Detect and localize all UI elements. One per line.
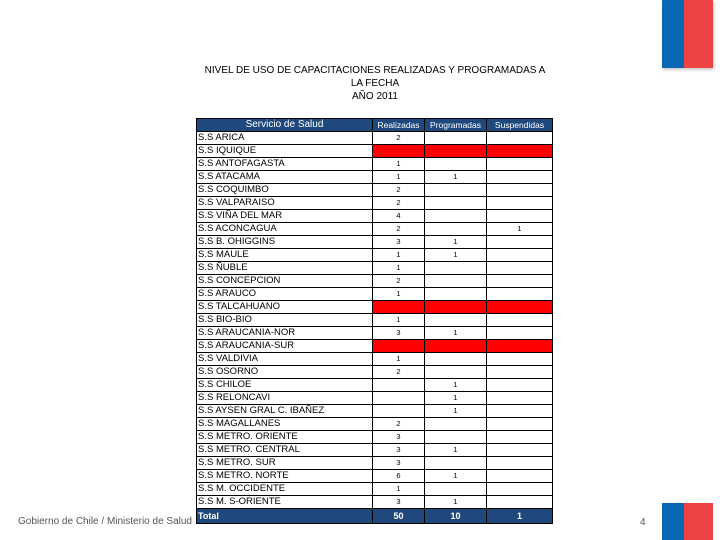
cell-programadas [425,288,487,301]
cell-realizadas: 1 [373,249,425,262]
cell-servicio: S.S CHILOE [197,379,373,392]
cell-servicio: S.S ARAUCO [197,288,373,301]
cell-servicio: S.S ARAUCANIA-NOR [197,327,373,340]
page-number: 4 [640,517,646,528]
table-row [197,314,553,327]
cell-programadas [425,418,487,431]
cell-programadas: 1 [425,392,487,405]
cell-servicio: S.S RELONCAVI [197,392,373,405]
cell-servicio: S.S VALPARAISO [197,197,373,210]
cell-programadas [425,223,487,236]
cell-realizadas [373,405,425,418]
total-programadas: 10 [425,509,487,524]
cell-realizadas: 1 [373,483,425,496]
table-row [197,249,553,262]
cell-suspendidas [487,314,553,327]
cell-servicio: S.S ARAUCANIA-SUR [197,340,373,353]
cell-realizadas [373,301,425,314]
cell-realizadas: 1 [373,171,425,184]
cell-suspendidas [487,132,553,145]
cell-programadas: 1 [425,496,487,509]
cell-suspendidas [487,457,553,470]
cell-suspendidas [487,158,553,171]
cell-suspendidas [487,340,553,353]
cell-realizadas: 1 [373,158,425,171]
cell-suspendidas [487,171,553,184]
cell-suspendidas [487,275,553,288]
chile-flag-logo-top [662,0,713,68]
cell-suspendidas [487,392,553,405]
title-line: LA FECHA [350,78,400,89]
title-line: NIVEL DE USO DE CAPACITACIONES REALIZADAS Y PROGRAMADAS A [204,65,546,76]
cell-realizadas: 3 [373,496,425,509]
cell-programadas [425,210,487,223]
cell-suspendidas [487,444,553,457]
cell-servicio: S.S M. OCCIDENTE [197,483,373,496]
cell-programadas [425,197,487,210]
cell-realizadas: 3 [373,457,425,470]
cell-programadas: 1 [425,171,487,184]
cell-programadas [425,314,487,327]
cell-realizadas: 2 [373,184,425,197]
cell-servicio: S.S ÑUBLE [197,262,373,275]
cell-programadas: 1 [425,249,487,262]
cell-suspendidas [487,249,553,262]
cell-suspendidas [487,431,553,444]
table-row [197,288,553,301]
cell-programadas: 1 [425,379,487,392]
cell-servicio: S.S VALDIVIA [197,353,373,366]
total-realizadas: 50 [373,509,425,524]
table-row [197,340,553,353]
cell-realizadas [373,379,425,392]
cell-suspendidas [487,210,553,223]
cell-realizadas: 1 [373,314,425,327]
cell-programadas [425,353,487,366]
cell-suspendidas [487,483,553,496]
cell-suspendidas [487,145,553,158]
table-row [197,470,553,483]
table-row [197,301,553,314]
cell-realizadas: 1 [373,288,425,301]
cell-realizadas: 2 [373,366,425,379]
cell-suspendidas [487,405,553,418]
cell-suspendidas [487,379,553,392]
cell-suspendidas [487,288,553,301]
cell-suspendidas [487,184,553,197]
cell-realizadas: 4 [373,210,425,223]
cell-realizadas: 2 [373,418,425,431]
cell-programadas [425,301,487,314]
table-row [197,379,553,392]
cell-realizadas: 2 [373,223,425,236]
cell-programadas [425,132,487,145]
cell-programadas: 1 [425,444,487,457]
cell-suspendidas [487,197,553,210]
cell-realizadas: 3 [373,236,425,249]
total-suspendidas: 1 [487,509,553,524]
cell-realizadas: 2 [373,197,425,210]
cell-servicio: S.S ACONCAGUA [197,223,373,236]
cell-programadas [425,483,487,496]
table-row [197,262,553,275]
footer-text: Gobierno de Chile / Ministerio de Salud [18,516,192,527]
cell-servicio: S.S OSORNO [197,366,373,379]
total-label: Total [197,509,373,524]
cell-suspendidas: 1 [487,223,553,236]
header-programadas: Programadas [425,119,487,132]
cell-servicio: S.S ATACAMA [197,171,373,184]
cell-realizadas [373,145,425,158]
table-row [197,223,553,236]
cell-suspendidas [487,418,553,431]
cell-programadas: 1 [425,470,487,483]
cell-suspendidas [487,236,553,249]
cell-servicio: S.S B. OHIGGINS [197,236,373,249]
table-row [197,236,553,249]
cell-suspendidas [487,470,553,483]
cell-servicio: S.S VIÑA DEL MAR [197,210,373,223]
cell-servicio: S.S METRO. SUR [197,457,373,470]
table-row [197,327,553,340]
title-line: AÑO 2011 [352,91,398,102]
cell-realizadas: 3 [373,327,425,340]
cell-servicio: S.S IQUIQUE [197,145,373,158]
cell-realizadas: 3 [373,444,425,457]
cell-suspendidas [487,496,553,509]
cell-servicio: S.S ANTOFAGASTA [197,158,373,171]
cell-programadas [425,431,487,444]
table-row [197,444,553,457]
cell-programadas [425,184,487,197]
table-row [197,145,553,158]
cell-realizadas: 2 [373,275,425,288]
cell-servicio: S.S CONCEPCION [197,275,373,288]
cell-programadas [425,145,487,158]
cell-suspendidas [487,301,553,314]
cell-programadas: 1 [425,405,487,418]
table-row [197,366,553,379]
table-row [197,496,553,509]
table-row [197,418,553,431]
table-row [197,197,553,210]
cell-servicio: S.S AYSEN GRAL C. IBAÑEZ [197,405,373,418]
cell-servicio: S.S BIO-BIO [197,314,373,327]
cell-realizadas [373,340,425,353]
cell-realizadas [373,392,425,405]
cell-suspendidas [487,262,553,275]
table-row [197,210,553,223]
training-table [196,118,553,524]
cell-servicio: S.S M. S-ORIENTE [197,496,373,509]
cell-servicio: S.S METRO. ORIENTE [197,431,373,444]
cell-servicio: S.S COQUIMBO [197,184,373,197]
table-row [197,353,553,366]
cell-programadas: 1 [425,236,487,249]
header-realizadas: Realizadas [373,119,425,132]
table-row [197,457,553,470]
total-row [197,509,553,524]
cell-servicio: S.S MAULE [197,249,373,262]
cell-suspendidas [487,353,553,366]
header-servicio: Servicio de Salud [197,119,373,132]
table-row [197,431,553,444]
cell-suspendidas [487,366,553,379]
cell-realizadas: 1 [373,353,425,366]
cell-servicio: S.S METRO. CENTRAL [197,444,373,457]
cell-programadas [425,366,487,379]
cell-servicio: S.S METRO. NORTE [197,470,373,483]
cell-servicio: S.S TALCAHUANO [197,301,373,314]
cell-programadas [425,457,487,470]
header-suspendidas: Suspendidas [487,119,553,132]
table-row [197,132,553,145]
cell-realizadas: 3 [373,431,425,444]
cell-programadas [425,275,487,288]
cell-suspendidas [487,327,553,340]
cell-programadas [425,158,487,171]
table-row [197,483,553,496]
table-row [197,405,553,418]
table-row [197,171,553,184]
cell-servicio: S.S MAGALLANES [197,418,373,431]
cell-servicio: S.S ARICA [197,132,373,145]
table-row [197,275,553,288]
cell-programadas [425,340,487,353]
table-row [197,392,553,405]
cell-programadas: 1 [425,327,487,340]
cell-realizadas: 1 [373,262,425,275]
slide-title [180,64,570,103]
chile-flag-logo-bottom [662,503,713,540]
cell-programadas [425,262,487,275]
table-row [197,158,553,171]
cell-realizadas: 6 [373,470,425,483]
table-row [197,184,553,197]
cell-realizadas: 2 [373,132,425,145]
